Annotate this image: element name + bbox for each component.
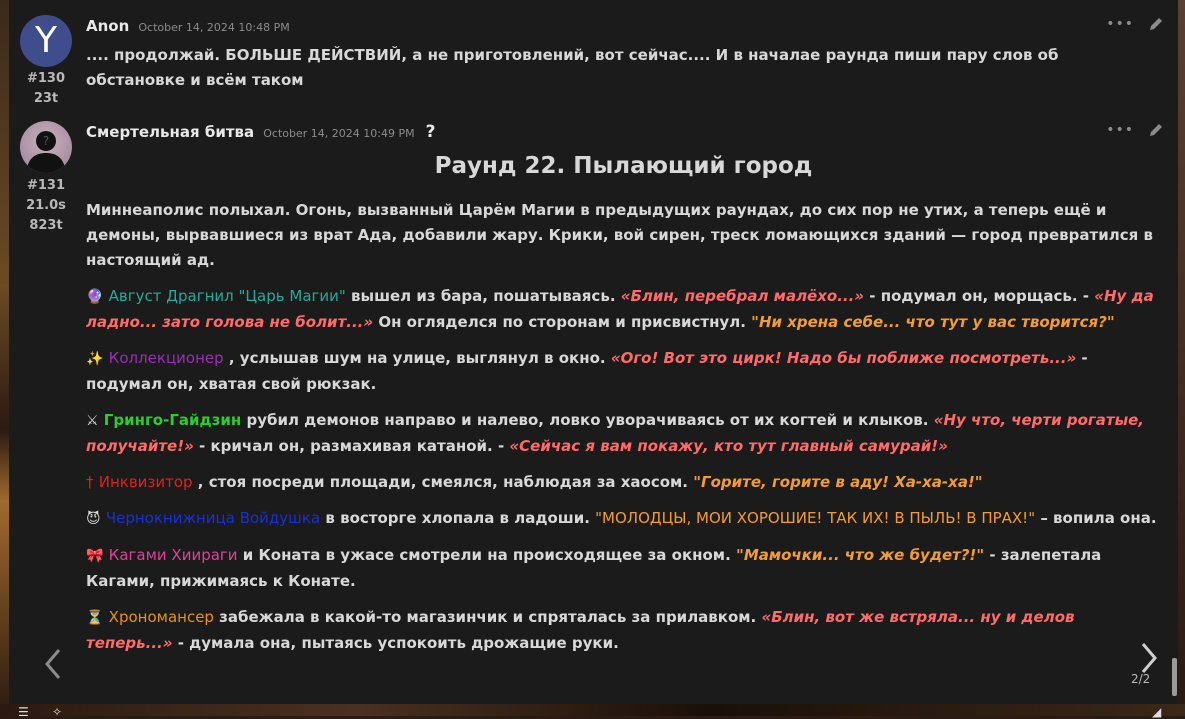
magic-wand-icon[interactable]: ✧	[52, 705, 63, 719]
narration: вышел из бара, пошатываясь.	[345, 287, 621, 305]
timestamp: October 14, 2024 10:48 PM	[138, 21, 290, 34]
token-count: 823t	[29, 218, 63, 233]
narration: - подумал он, морщась. -	[864, 287, 1095, 305]
message-actions	[1106, 14, 1164, 34]
crossed-swords-icon: ⚔	[86, 413, 99, 429]
hourglass-icon: ⏳	[86, 610, 104, 626]
question-icon[interactable]: ?	[425, 122, 436, 142]
silhouette-icon	[20, 121, 72, 173]
paragraph-chronomancer	[86, 605, 1161, 656]
paragraph-inquisitor	[86, 470, 1161, 495]
message-131	[9, 112, 1178, 704]
narration: рубил демонов направо и налево, ловко уворачиваясь от их когтей и клыков.	[241, 411, 934, 429]
narration: - залепетала Кагами, прижимаясь к Конате.	[86, 546, 1102, 590]
thought-quote: «Ну что, черти рогатые, получайте!»	[86, 411, 1145, 455]
generation-time: 21.0s	[26, 198, 66, 213]
narration: Он огляделся по сторонам и присвистнул.	[373, 313, 752, 331]
narration: , стоя посреди площади, смеялся, наблюдая за хаосом.	[192, 473, 694, 491]
character-name: Хрономансер	[108, 608, 214, 626]
speech-quote: "МОЛОДЦЫ, МОИ ХОРОШИЕ! ТАК ИХ! В ПЫЛЬ! В ПРАХ!"	[595, 509, 1036, 527]
timestamp: October 14, 2024 10:49 PM	[263, 127, 415, 140]
intro-paragraph: Миннеаполис полыхал. Огонь, вызванный Царём Магии в предыдущих раундах, до сих пор не утих, а теперь ещё и демоны, вырвавшиеся из врат Ада, добавили жару. Крики, вой сирен, треск ломающихся зданий — город превратился в настоящий ад.	[86, 201, 1153, 269]
thought-quote: «Сейчас я вам покажу, кто тут главный самурай!»	[509, 437, 948, 455]
paragraph-august	[86, 284, 1161, 335]
character-name: Чернокнижница Войдушка	[105, 509, 321, 527]
ribbon-icon: 🎀	[86, 548, 104, 564]
thought-quote: «Ну да ладно... зато голова не болит...»	[86, 287, 1154, 331]
token-count: 23t	[33, 91, 59, 106]
chevron-right-icon[interactable]	[1133, 640, 1163, 676]
message-id: #131	[26, 178, 66, 193]
character-name: Гринго-Гайдзин	[103, 411, 242, 429]
narration: и Коната в ужасе смотрели на происходящее за окном.	[237, 546, 736, 564]
paragraph-kagami	[86, 543, 1161, 594]
message-actions	[1106, 120, 1164, 140]
chevron-left-icon[interactable]	[39, 646, 69, 682]
message-header	[86, 15, 290, 37]
scrollbar-thumb[interactable]	[1172, 658, 1177, 696]
devil-icon: 😈	[86, 511, 101, 527]
speech-quote: "Горите, горите в аду! Ха-ха-ха!"	[693, 473, 983, 491]
background-right-strip	[1178, 0, 1185, 716]
character-name: Август Драгнил "Царь Магии"	[108, 287, 346, 305]
narration: – вопила она.	[1035, 509, 1157, 527]
swipe-counter: 2/2	[1131, 672, 1151, 686]
paragraph-gringo	[86, 408, 1161, 459]
paragraph-collector	[86, 346, 1161, 397]
author-name[interactable]: Смертельная битва	[86, 123, 255, 141]
message-id: #130	[26, 71, 66, 86]
character-name: Кагами Хиираги	[108, 546, 238, 564]
ellipsis-icon[interactable]: •••	[1106, 16, 1134, 32]
message-paragraph: .... продолжай. БОЛЬШЕ ДЕЙСТВИЙ, а не приготовлений, вот сейчас.... И в началае раунда пиши пару слов об обстановке и всём таком	[86, 46, 1059, 89]
message-meta	[9, 176, 83, 236]
chat-container	[9, 0, 1178, 704]
thought-quote: «Ого! Вот это цирк! Надо бы поближе посмотреть...»	[610, 349, 1077, 367]
avatar[interactable]	[20, 121, 72, 173]
speech-quote: "Ни хрена себе... что тут у вас творится?"	[751, 313, 1115, 331]
crystal-ball-icon: 🔮	[86, 289, 104, 305]
narration: - кричал он, размахивая катаной. -	[193, 437, 510, 455]
message-text	[86, 43, 1161, 104]
send-icon[interactable]: ◢	[1152, 705, 1162, 719]
thought-quote: «Блин, вот же встряла... ну и делов теперь...»	[86, 608, 1075, 652]
narration: забежала в какой-то магазинчик и спряталась за прилавком.	[213, 608, 762, 626]
avatar[interactable]	[20, 15, 72, 67]
avatar-letter: Y	[35, 20, 57, 61]
message-meta	[9, 69, 83, 109]
svg-text:?: ?	[42, 134, 50, 148]
narration: , услышав шум на улице, выглянул в окно.	[223, 349, 611, 367]
message-header	[86, 121, 436, 143]
round-heading: Раунд 22. Пылающий город	[434, 153, 813, 179]
thought-quote: «Блин, перебрал малёхо...»	[620, 287, 865, 305]
character-name: Коллекционер	[108, 349, 224, 367]
ellipsis-icon[interactable]: •••	[1106, 122, 1134, 138]
narration: - подумал он, хватая свой рюкзак.	[86, 349, 1088, 393]
pencil-icon[interactable]	[1148, 16, 1164, 32]
bottom-toolbar	[0, 704, 1185, 719]
background-left-strip	[0, 0, 9, 716]
character-name: Инквизитор	[98, 473, 193, 491]
message-130	[9, 0, 1178, 112]
sparkles-icon: ✨	[86, 351, 104, 367]
narration: - думала она, пытаясь успокоить дрожащие руки.	[172, 634, 619, 652]
dagger-icon: †	[86, 473, 94, 491]
author-name[interactable]: Anon	[86, 17, 130, 35]
paragraph-warlock	[86, 506, 1161, 532]
narration: в восторге хлопала в ладоши.	[320, 509, 596, 527]
message-text	[86, 150, 1161, 667]
pencil-icon[interactable]	[1148, 122, 1164, 138]
menu-icon[interactable]: ☰	[18, 705, 29, 719]
speech-quote: "Мамочки... что же будет?!"	[736, 546, 985, 564]
